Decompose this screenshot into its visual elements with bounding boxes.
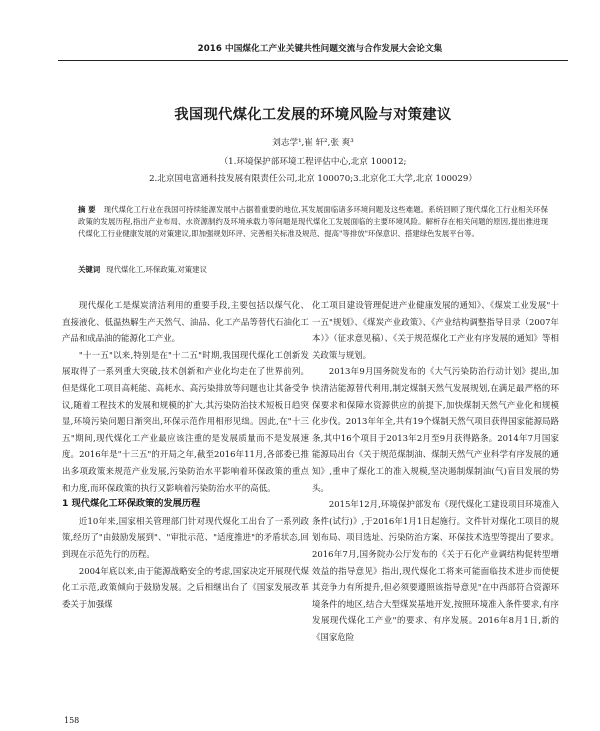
body-paragraph: 2013年9月国务院发布的《大气污染防治行动计划》提出,加快清洁能源替代利用,制定煤制天然气发展规划,在满足最严格的环保要求和保障水资源供应的前提下,加快煤制天然气产业化和规模化步伐。2013年年全,共有19个煤制天然气项目获得国家能源局路条,其中16个项目于2013年2月至9月获得路条。2014年7月国家能源局出台《关于规范煤制油、煤制天然气产业科学有序发展的通知》,重申了煤化工的准入规模,坚决遏制煤制油(气)盲目发展的势头。 bbox=[312, 366, 559, 493]
header-rule bbox=[58, 60, 568, 61]
section-heading: 1 现代煤化工环保政策的发展历程 bbox=[62, 498, 201, 510]
right-column bbox=[312, 297, 559, 645]
affiliation-line-1: （1.环境保护部环境工程评估中心,北京 100012; bbox=[219, 157, 407, 167]
keywords bbox=[78, 264, 548, 276]
left-column bbox=[62, 297, 309, 612]
body-paragraph: 近10年来,国家相关管理部门针对现代煤化工出台了一系列政策,经历了"由鼓励发展到"、"审批示范、"适度推进"的矛盾状态,回到现在示范先行的历程。 bbox=[62, 515, 309, 559]
page-number: 158 bbox=[64, 716, 80, 725]
body-paragraph: 2015年12月,环境保护部发布《现代煤化工建设项目环境准入条件(试行)》,于2016年1月1日起施行。文件针对煤化工项目的规划布局、项目选址、污染防治方案、环保技术选型等提出了要求。2016年7月,国务院办公厅发布的《关于石化产业调结构促转型增效益的指导意见》指出,现代煤化工将来可能面临技术进步而使便其竞争力有所提升,但必须要遵照该指导意见"在中西部符合资源环境条件的地区,结合大型煤炭基地开发,按照环境准入条件要求,有序发展现代煤化工产业"的要求、有序发展。2016年8月1日,新的《国家危险 bbox=[312, 499, 559, 642]
keywords-label: 关键词 bbox=[78, 265, 101, 274]
body-paragraph: "十一五"以来,特别是在"十二五"时期,我国现代煤化工创新发展取得了一系列重大突破,技术创新和产业化均走在了世界前列。但是煤化工项目高耗能、高耗水、高污染排放等问题也让其备受争议,随着工程技术的发展和规模的扩大,其污染防治技术短板日趋突显,环境污染问题日渐突出,环保示范作用相形见绌。因此,在"十三五"期间,现代煤化工产业最应该注重的是发展质量而不是发展速度。2016年是"十三五"的开局之年,截至2016年11月,各部委已推出多项政策来规范产业发展,污染防治水平影响着环保政策的重点和力度,而环保政策的执行又影响着污染防治水平的高低。 bbox=[62, 349, 309, 493]
abstract bbox=[78, 204, 548, 240]
keywords-text: 现代煤化工,环保政策,对策建议 bbox=[106, 265, 207, 274]
paper-title: 我国现代煤化工发展的环境风险与对策建议 bbox=[174, 107, 452, 123]
abstract-label: 摘 要 bbox=[78, 205, 96, 214]
body-paragraph: 2004年底以来,由于能源战略安全的考虑,国家决定开展现代煤化工示范,政策倾向于鼓励发展。之后相继出台了《国家发展改革委关于加强煤 bbox=[62, 565, 309, 609]
body-paragraph: 化工项目建设管理促进产业健康发展的通知》、《煤炭工业发展"十一五"规划》、《煤炭产业政策》、《产业结构调整指导目录（2007年本）》（征求意见稿）、《关于规范煤化工产业有序发展的通知》等相关政策与规划。 bbox=[312, 300, 559, 360]
body-paragraph: 现代煤化工是煤炭清洁利用的重要手段,主要包括以煤气化、直接液化、低温热解生产天然气、油品、化工产品等替代石油化工产品和成品油的能源化工产业。 bbox=[62, 300, 309, 344]
abstract-text: 现代煤化工行业在我国可持续能源发展中占据着重要的地位,其发展面临诸多环境问题及这些难题。系统回顾了现代煤化工行业相关环保政策的发展历程,指出产业布局、水资源制约及环境承载力等问题是现代煤化工发展面临的主要环境风险。解析存在相关问题的原因,提出推进现代煤化工行业健康发展的对策建议,即加强规划环评、完善相关标准及规范、提高"等排放"环保意识、搭建绿色发展平台等。 bbox=[78, 205, 548, 238]
running-head: 2016 中国煤化工产业关键共性问题交流与合作发展大会论文集 bbox=[197, 44, 443, 54]
affiliation-line-2: 2.北京国电富通科技发展有限责任公司,北京 100070;3.北京化工大学,北京 100029） bbox=[149, 174, 477, 184]
author-line: 刘志学¹,崔 轩²,张 爽³ bbox=[272, 138, 354, 148]
